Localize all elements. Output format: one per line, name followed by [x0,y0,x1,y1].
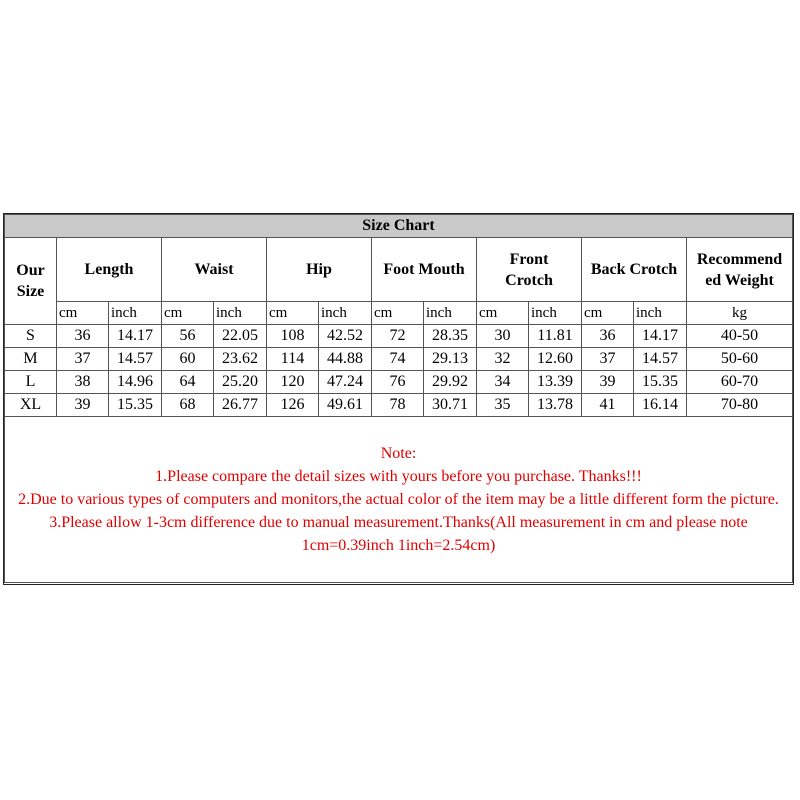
table-row [5,348,793,371]
back-crotch-cm-cell: 41 [582,394,634,417]
header-length: Length [57,238,162,302]
front-crotch-inch-cell: 13.39 [529,371,582,394]
table-row [5,394,793,417]
header-front-crotch: Front Crotch [477,238,582,302]
header-our-size: Our Size [5,238,57,325]
waist-inch-cell: 25.20 [214,371,267,394]
unit-cm: cm [57,302,109,325]
front-crotch-cm-cell: 32 [477,348,529,371]
unit-cm: cm [582,302,634,325]
foot-mouth-cm-cell: 74 [372,348,424,371]
front-crotch-cm-cell: 30 [477,325,529,348]
unit-cm: cm [162,302,214,325]
weight-cell: 60-70 [687,371,793,394]
waist-cm-cell: 68 [162,394,214,417]
waist-cm-cell: 60 [162,348,214,371]
unit-kg: kg [687,302,793,325]
unit-inch: inch [319,302,372,325]
length-cm-cell: 38 [57,371,109,394]
unit-inch: inch [634,302,687,325]
hip-cm-cell: 126 [267,394,319,417]
unit-cm: cm [267,302,319,325]
length-inch-cell: 14.96 [109,371,162,394]
hip-cm-cell: 120 [267,371,319,394]
hip-inch-cell: 49.61 [319,394,372,417]
header-recommended-weight: Recommend ed Weight [687,238,793,302]
header-hip: Hip [267,238,372,302]
size-cell: L [5,371,57,394]
length-inch-cell: 14.17 [109,325,162,348]
waist-cm-cell: 56 [162,325,214,348]
header-waist: Waist [162,238,267,302]
unit-inch: inch [424,302,477,325]
foot-mouth-inch-cell: 29.13 [424,348,477,371]
header-foot-mouth: Foot Mouth [372,238,477,302]
back-crotch-cm-cell: 39 [582,371,634,394]
front-crotch-inch-cell: 13.78 [529,394,582,417]
foot-mouth-cm-cell: 76 [372,371,424,394]
length-cm-cell: 37 [57,348,109,371]
foot-mouth-inch-cell: 30.71 [424,394,477,417]
unit-inch: inch [214,302,267,325]
table-row [5,325,793,348]
size-chart [3,213,794,585]
length-inch-cell: 14.57 [109,348,162,371]
length-inch-cell: 15.35 [109,394,162,417]
hip-cm-cell: 108 [267,325,319,348]
weight-cell: 50-60 [687,348,793,371]
hip-inch-cell: 44.88 [319,348,372,371]
unit-cm: cm [477,302,529,325]
waist-inch-cell: 22.05 [214,325,267,348]
hip-inch-cell: 42.52 [319,325,372,348]
size-chart-table [4,214,793,583]
back-crotch-inch-cell: 15.35 [634,371,687,394]
foot-mouth-cm-cell: 78 [372,394,424,417]
back-crotch-inch-cell: 14.57 [634,348,687,371]
unit-cm: cm [372,302,424,325]
note-3: 3.Please allow 1-3cm difference due to manual measurement.Thanks(All measurement in cm and please note 1cm=0.39inch 1inch=2.54cm) [49,514,748,554]
back-crotch-inch-cell: 14.17 [634,325,687,348]
size-cell: S [5,325,57,348]
size-cell: XL [5,394,57,417]
waist-cm-cell: 64 [162,371,214,394]
hip-cm-cell: 114 [267,348,319,371]
unit-inch: inch [109,302,162,325]
notes [5,417,792,582]
back-crotch-cm-cell: 36 [582,325,634,348]
waist-inch-cell: 23.62 [214,348,267,371]
unit-inch: inch [529,302,582,325]
hip-inch-cell: 47.24 [319,371,372,394]
foot-mouth-cm-cell: 72 [372,325,424,348]
size-cell: M [5,348,57,371]
notes-cell [5,417,793,583]
foot-mouth-inch-cell: 29.92 [424,371,477,394]
weight-cell: 40-50 [687,325,793,348]
note-heading: Note: [380,445,417,462]
weight-cell: 70-80 [687,394,793,417]
back-crotch-inch-cell: 16.14 [634,394,687,417]
front-crotch-inch-cell: 11.81 [529,325,582,348]
front-crotch-inch-cell: 12.60 [529,348,582,371]
front-crotch-cm-cell: 34 [477,371,529,394]
back-crotch-cm-cell: 37 [582,348,634,371]
note-2: 2.Due to various types of computers and monitors,the actual color of the item may be a little different form the picture. [18,491,779,508]
length-cm-cell: 39 [57,394,109,417]
front-crotch-cm-cell: 35 [477,394,529,417]
header-back-crotch: Back Crotch [582,238,687,302]
table-row [5,371,793,394]
foot-mouth-inch-cell: 28.35 [424,325,477,348]
note-1: 1.Please compare the detail sizes with yours before you purchase. Thanks!!! [155,468,642,485]
waist-inch-cell: 26.77 [214,394,267,417]
length-cm-cell: 36 [57,325,109,348]
chart-title: Size Chart [5,215,793,238]
